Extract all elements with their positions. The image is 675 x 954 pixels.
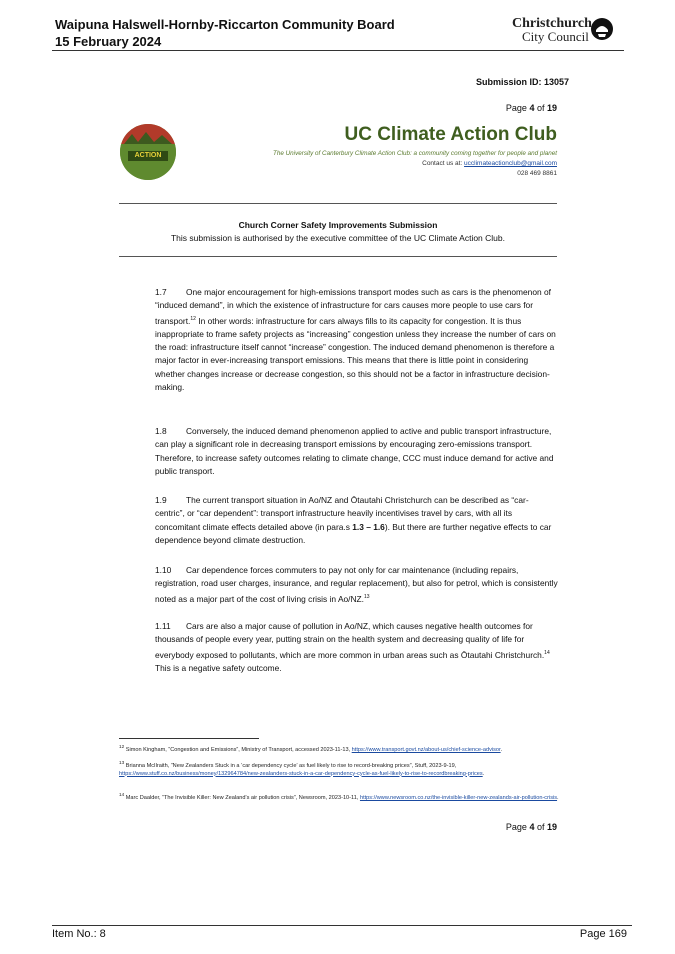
club-title: UC Climate Action Club: [344, 124, 557, 145]
header-divider: [52, 50, 624, 51]
paragraph-number: 1.11: [155, 621, 171, 631]
club-subtitle: The University of Canterbury Climate Action Club: a community coming together for people and planet: [273, 150, 557, 157]
paragraph-1-8: 1.8 Conversely, the induced demand phenomenon applied to active and public transport infrastructure, can play a significant role in decreasing transport emissions by encouraging zero-emissions transport. Therefore, to increase safety outcomes relating to climate change, CCC must induce demand for active and public transport.: [155, 426, 554, 476]
logo-text-line1: Christchurch: [512, 16, 592, 31]
footnote-13-link[interactable]: https://www.stuff.co.nz/business/money/132964784/new-zealanders-stuck-in-a-car-dependency-cycle-as-fuel-likely-to-rise-to-recordbreaking-prices: [119, 770, 483, 777]
paragraph-number: 1.8: [155, 426, 167, 436]
item-number: Item No.: 8: [52, 928, 106, 940]
paragraph-1-9: 1.9 The current transport situation in Ao/NZ and Ōtautahi Christchurch can be described as “car-centric”, or “car dependent”: transport infrastructure heavily incentivises travel by cars, with all its concomitant climate effects detailed above (in para.s 1.3 – 1.6). But there are further negative effects to car dependence beyond climate destruction.: [155, 495, 552, 545]
paragraph-1-7: 1.7 One major encouragement for high-emissions transport modes such as cars is the phenomenon of “induced demand”, in which the existence of infrastructure for cars causes more people to use cars for transport.$^{12}$ In other words: infrastructure for cars always fills to its capacity for congestion. It is thus inappropriate to frame safety projects as “increasing” congestion unless they increase the number of cars on the road: infrastructure itself cannot “increase” congestion. The induced demand phenomenon is therefore a major factor in ever-increasing transport emissions. This means that there is little point in considering whether changes increase or decrease congestion, so this should not be a factor in infrastructure decision-making.: [155, 287, 556, 392]
footnote-ref: 13: [364, 593, 370, 600]
meeting-date: 15 February 2024: [55, 34, 162, 49]
club-email-link[interactable]: ucclimateactionclub@gmail.com: [464, 160, 557, 167]
logo-text-line2: City Council: [522, 29, 589, 44]
submission-bottom-divider: [119, 256, 557, 257]
footnote-12-link[interactable]: https://www.transport.govt.nz/about-us/chief-science-advisor: [351, 746, 501, 753]
footnote-12: $^{12}$ Simon Kingham, “Congestion and Emissions”, Ministry of Transport, accessed 2023-11-13, https://www.transport.govt.nz/about-us/chief-science-advisor.: [119, 744, 503, 753]
footnote-14: $^{14}$ Marc Daalder, “The Invisible Killer: New Zealand’s air pollution crisis”, Newsroom, 2023-10-11, https://www.newsroom.co.nz/the-invisible-killer-new-zealands-air-pollution-crisis.: [119, 792, 559, 801]
submission-authorisation: This submission is authorised by the executive committee of the UC Climate Action Club.: [170, 233, 505, 243]
paragraph-number: 1.9: [155, 495, 167, 505]
page-indicator-bottom: Page 4 of 19: [505, 822, 557, 832]
submission-title: Church Corner Safety Improvements Submission: [238, 220, 438, 230]
club-phone: 028 469 8861: [517, 170, 557, 177]
paragraph-1-11: 1.11 Cars are also a major cause of pollution in Ao/NZ, which causes negative health outcomes for thousands of people every year, putting strain on the health system and decreasing quality of life for everybody exposed to pollutants, which are more common in urban areas such as Ōtautahi Christchurch.$^{14}$ This is a negative safety outcome.: [155, 621, 550, 673]
paragraph-number: 1.7: [155, 287, 167, 297]
submission-id: Submission ID: 13057: [475, 77, 569, 87]
footnote-13: $^{13}$ Brianna McIlraith, “New Zealanders Stuck in a ‘car dependency cycle’ as fuel likely to rise to record-breaking prices”, Stuff, 2023-9-19, https://www.stuff.co.nz/business/money/132964784/new-zealanders-stuck-in-a-car-dependency-cycle-as-fuel-likely-to-rise-to-recordbreaking-prices.: [119, 760, 485, 777]
club-logo-text: ACTION: [134, 152, 162, 159]
footnote-ref: 14: [544, 649, 550, 656]
submission-top-divider: [119, 203, 557, 204]
board-name: Waipuna Halswell-Hornby-Riccarton Community Board: [55, 17, 395, 32]
page-number: Page 169: [579, 928, 627, 940]
council-emblem-icon: [590, 16, 614, 42]
paragraph-1-10: 1.10 Car dependence forces commuters to pay not only for car maintenance (including repairs, registration, road user charges, insurance, and regular replacement), but also for petrol, which is consistently noted as a major part of the cost of living crisis in Ao/NZ.$^{13}$: [155, 565, 558, 604]
uc-climate-action-club-logo: [120, 124, 176, 180]
document-header: [55, 16, 395, 50]
club-contact: Contact us at: ucclimateactionclub@gmail.com: [422, 160, 557, 167]
christchurch-city-council-logo: [512, 16, 624, 46]
footer-divider: [52, 925, 632, 926]
footnote-divider: [119, 738, 259, 739]
paragraph-number: 1.10: [155, 565, 172, 575]
page-indicator-top: Page 4 of 19: [505, 103, 557, 113]
footnote-ref: 12: [190, 315, 196, 322]
footnote-14-link[interactable]: https://www.newsroom.co.nz/the-invisible-killer-new-zealands-air-pollution-crisis: [359, 794, 558, 801]
